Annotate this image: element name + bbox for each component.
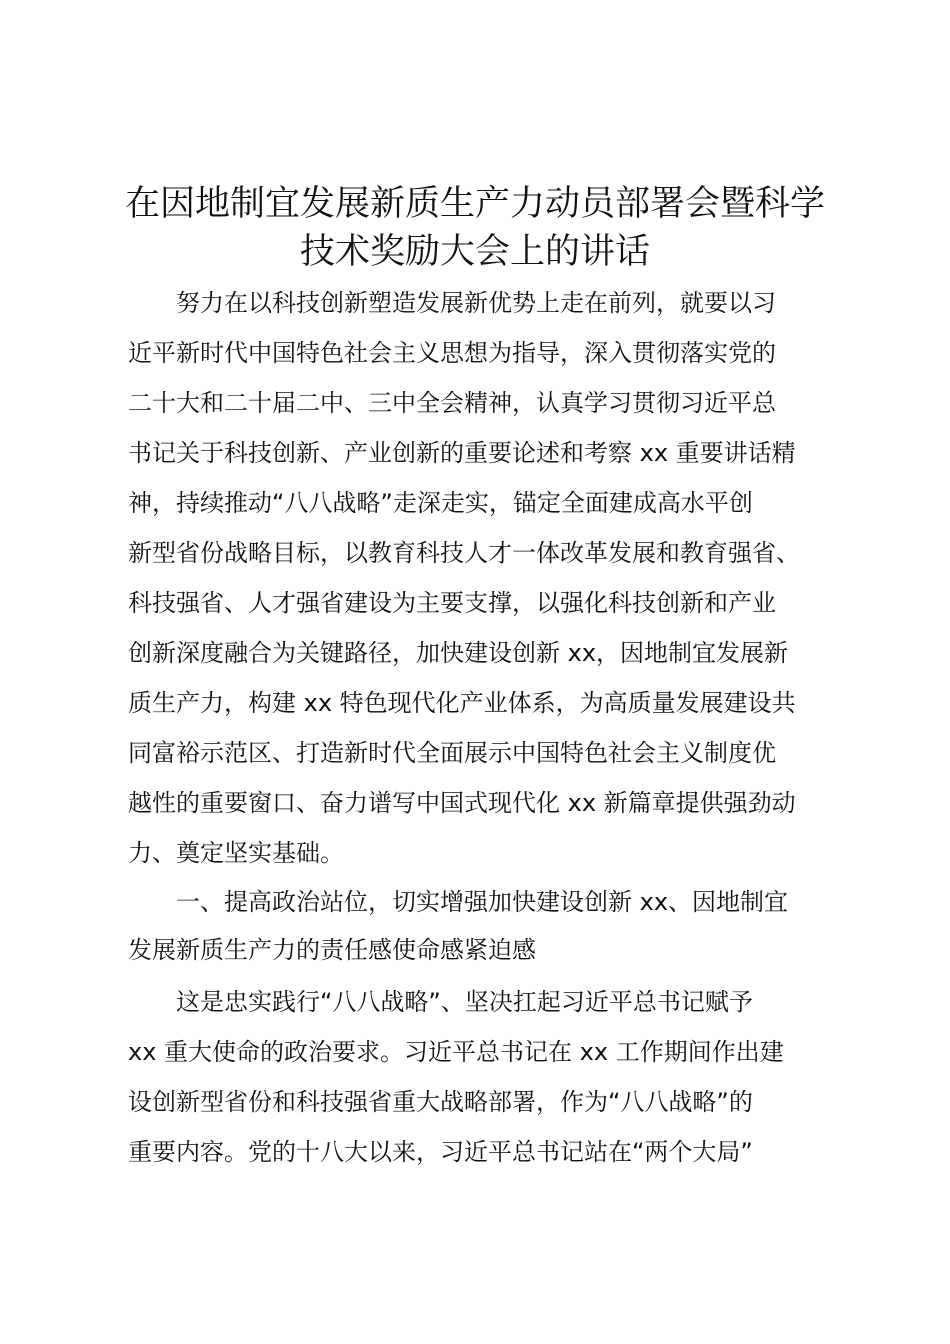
text-line: xx 重大使命的政治要求。习近平总书记在 xx 工作期间作出建 [128, 1038, 784, 1066]
heading-line: 发展新质生产力的责任感使命感紧迫感 [128, 936, 536, 964]
text-line: 新型省份战略目标，以教育科技人才一体改革发展和教育强省、 [128, 539, 800, 567]
title-line: 在因地制宜发展新质生产力动员部署会暨科学 [124, 184, 825, 225]
text-line: 书记关于科技创新、产业创新的重要论述和考察 xx 重要讲话精 [128, 439, 796, 467]
text-line: 近平新时代中国特色社会主义思想为指导，深入贯彻落实党的 [128, 339, 776, 367]
heading-line: 一、提高政治站位，切实增强加快建设创新 xx、因地制宜 [176, 888, 789, 916]
text-line: 力、奠定坚实基础。 [128, 839, 344, 867]
text-line: 创新深度融合为关键路径，加快建设创新 xx，因地制宜发展新 [128, 639, 789, 667]
text-line: 努力在以科技创新塑造发展新优势上走在前列，就要以习 [176, 289, 776, 317]
text-line: 科技强省、人才强省建设为主要支撑，以强化科技创新和产业 [128, 589, 776, 617]
title-line: 技术奖励大会上的讲话 [299, 232, 650, 273]
text-line: 质生产力，构建 xx 特色现代化产业体系，为高质量发展建设共 [128, 689, 796, 717]
text-line: 同富裕示范区、打造新时代全面展示中国特色社会主义制度优 [128, 739, 776, 767]
text-line: 神，持续推动“八八战略”走深走实，锚定全面建成高水平创 [128, 489, 753, 517]
text-line: 设创新型省份和科技强省重大战略部署，作为“八八战略”的 [128, 1088, 753, 1116]
text-line: 重要内容。党的十八大以来，习近平总书记站在“两个大局” [128, 1138, 753, 1166]
text-line: 这是忠实践行“八八战略”、坚决扛起习近平总书记赋予 [176, 988, 753, 1016]
text-line: 越性的重要窗口、奋力谱写中国式现代化 xx 新篇章提供强劲动 [128, 789, 796, 817]
document-title [100, 180, 850, 276]
text-line: 二十大和二十届二中、三中全会精神，认真学习贯彻习近平总 [128, 389, 776, 417]
